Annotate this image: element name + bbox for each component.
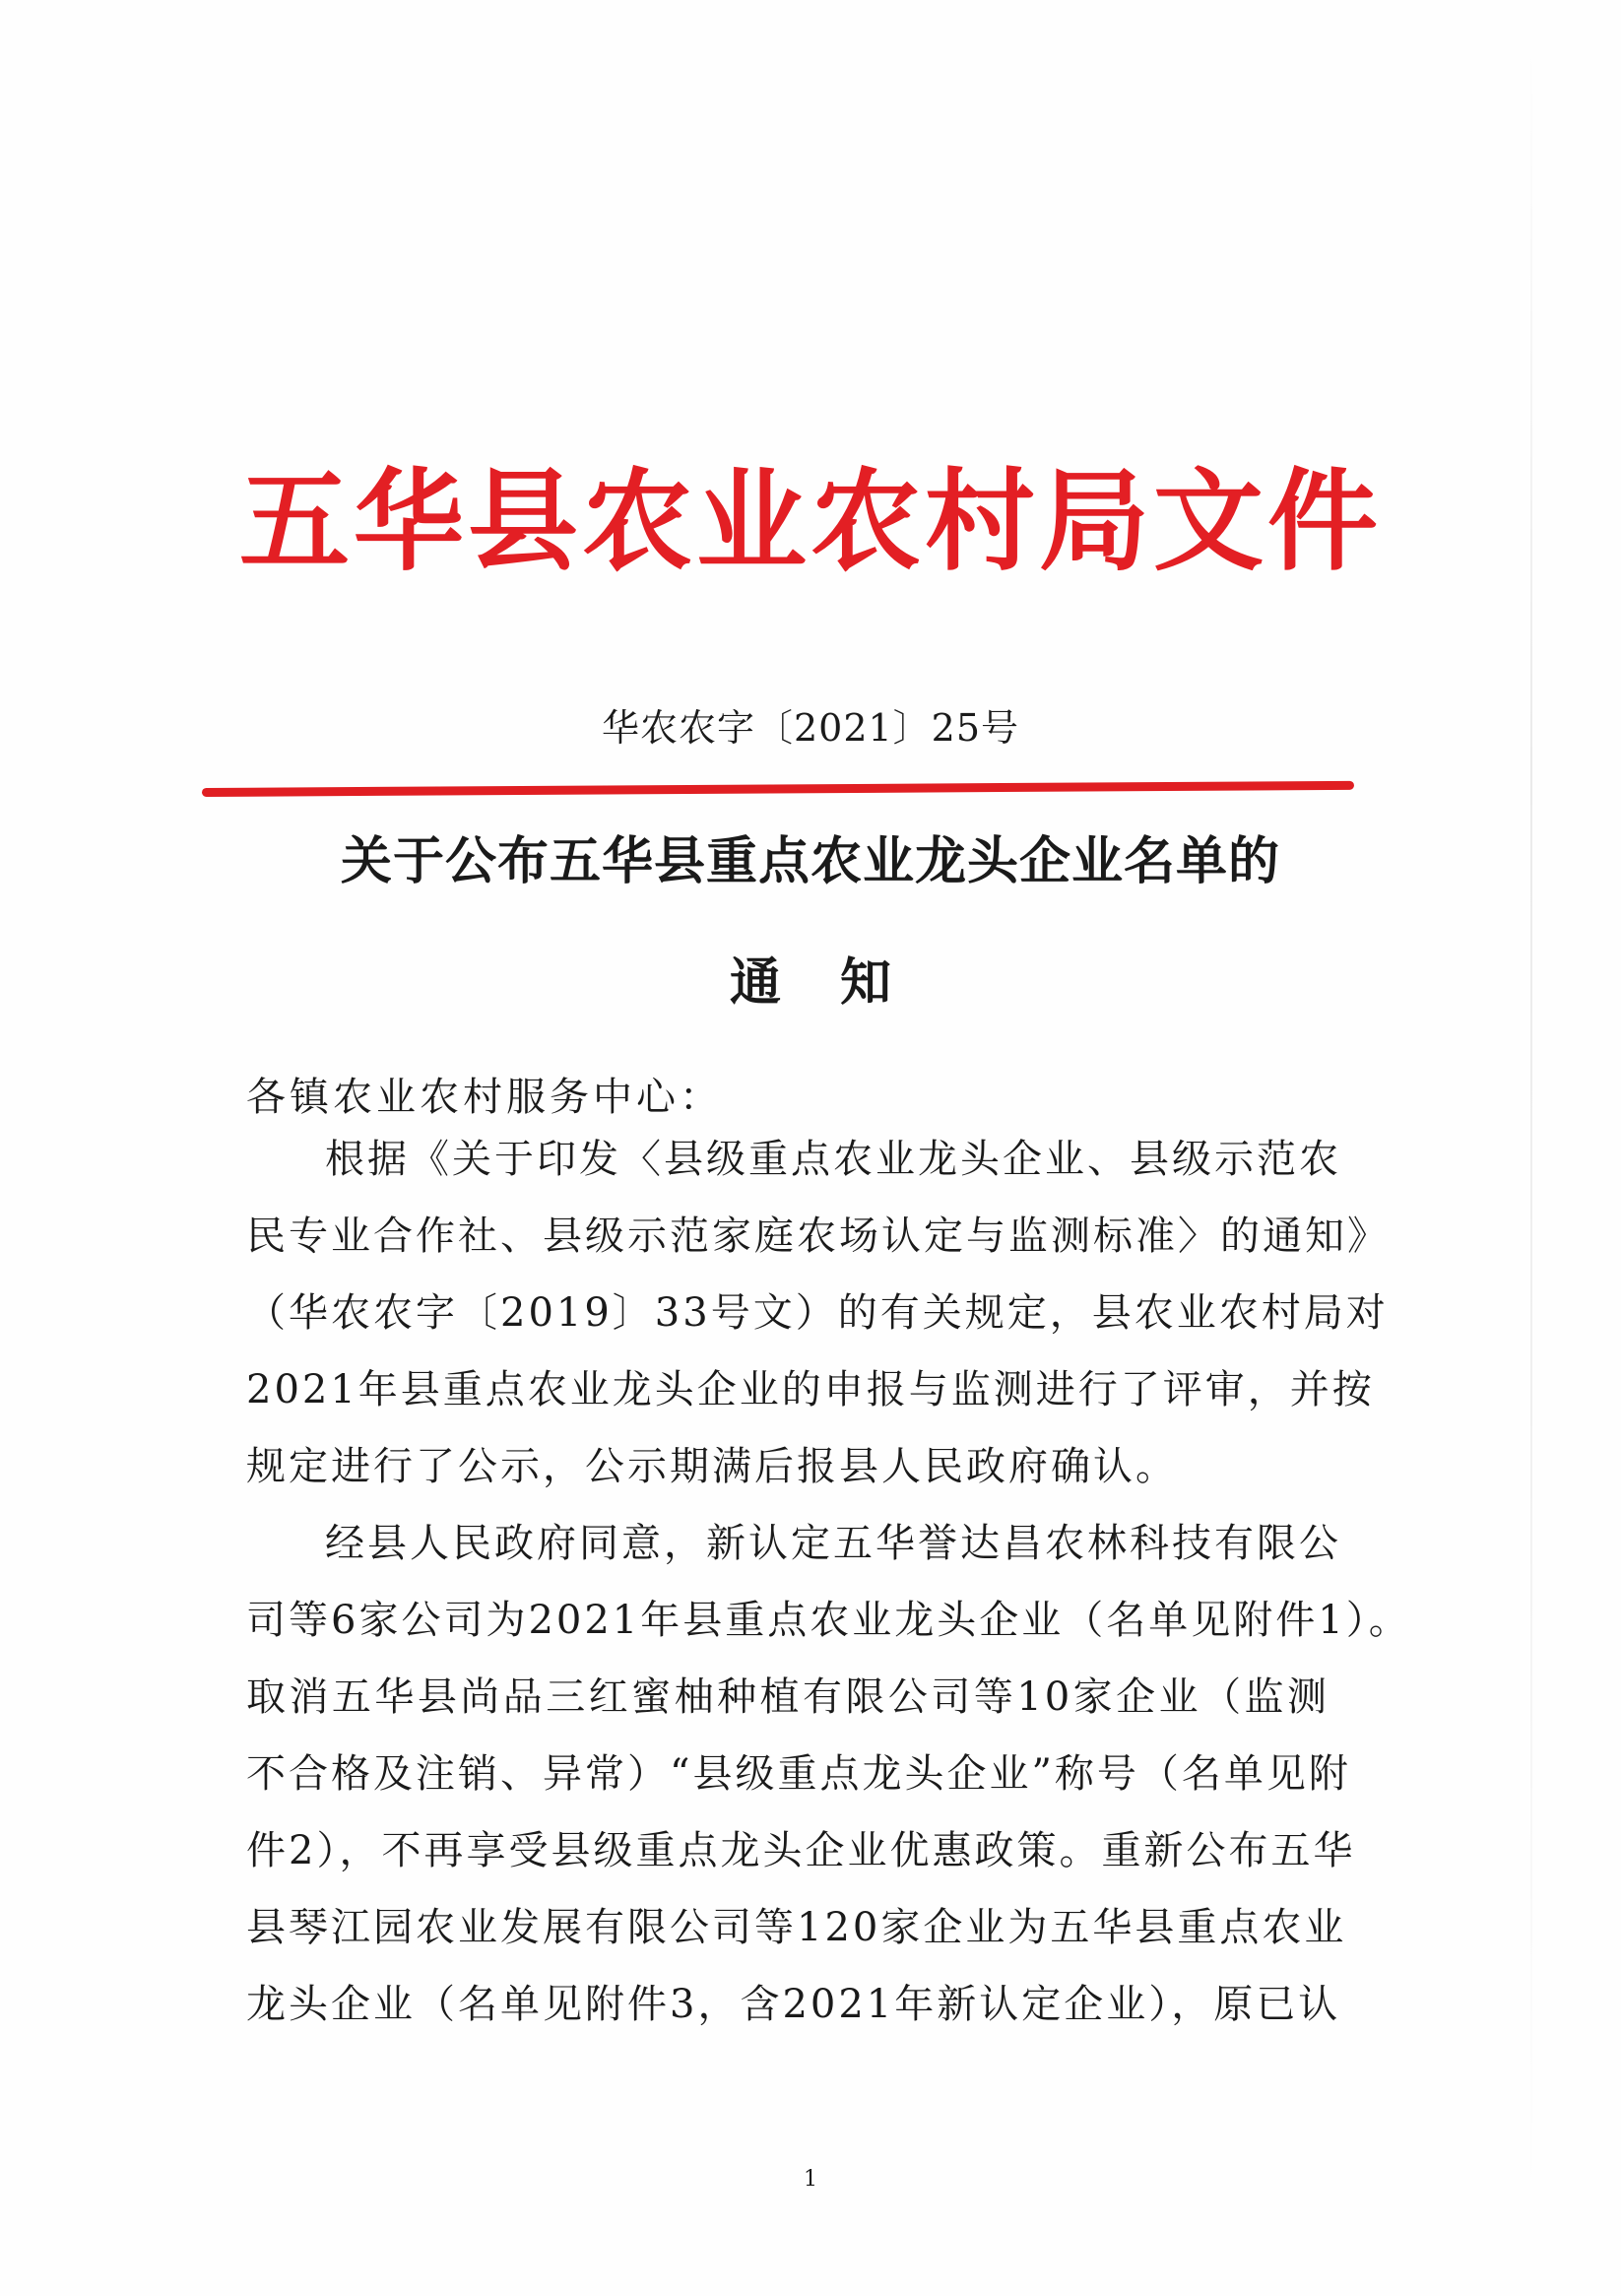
notice-title-line2: 通知 [729,952,950,1013]
paragraph-2-line: 件2），不再享受县级重点龙头企业优惠政策。重新公布五华 [246,1828,1356,1873]
paragraph-1-line: 根据《关于印发〈县级重点农业龙头企业、县级示范农 [325,1137,1341,1182]
paragraph-2-line: 不合格及注销、异常）“县级重点龙头企业”称号（名单见附 [246,1751,1351,1797]
paragraph-2-line: 经县人民政府同意，新认定五华誉达昌农林科技有限公 [325,1521,1341,1566]
paragraph-2-line: 司等6家公司为2021年县重点农业龙头企业（名单见附件1）。 [246,1598,1411,1643]
paragraph-1-line: （华农农字〔2019〕33号文）的有关规定，县农业农村局对 [246,1290,1389,1336]
paragraph-1-line: 规定进行了公示，公示期满后报县人民政府确认。 [246,1444,1178,1489]
red-separator-line [202,781,1354,797]
document-number: 华农农字〔2021〕25号 [601,706,1020,750]
paragraph-1-line: 民专业合作社、县级示范家庭农场认定与监测标准〉的通知》 [246,1214,1390,1259]
paragraph-2-line: 龙头企业（名单见附件3，含2021年新认定企业），原已认 [246,1982,1341,2027]
paragraph-1 [246,1121,1390,1505]
scan-edge [1530,39,1532,2206]
document-header-title: 五华县农业农村局文件 [239,457,1382,586]
paragraph-2 [246,1505,1411,2043]
paragraph-1-line: 2021年县重点农业龙头企业的申报与监测进行了评审，并按 [246,1367,1375,1412]
salutation: 各镇农业农村服务中心： [246,1075,723,1120]
notice-title-line1: 关于公布五华县重点农业龙头企业名单的 [340,831,1280,891]
page-number: 1 [804,2167,817,2192]
paragraph-2-line: 取消五华县尚品三红蜜柚种植有限公司等10家企业（监测 [246,1674,1329,1720]
paragraph-2-line: 县琴江园农业发展有限公司等120家企业为五华县重点农业 [246,1905,1347,1950]
